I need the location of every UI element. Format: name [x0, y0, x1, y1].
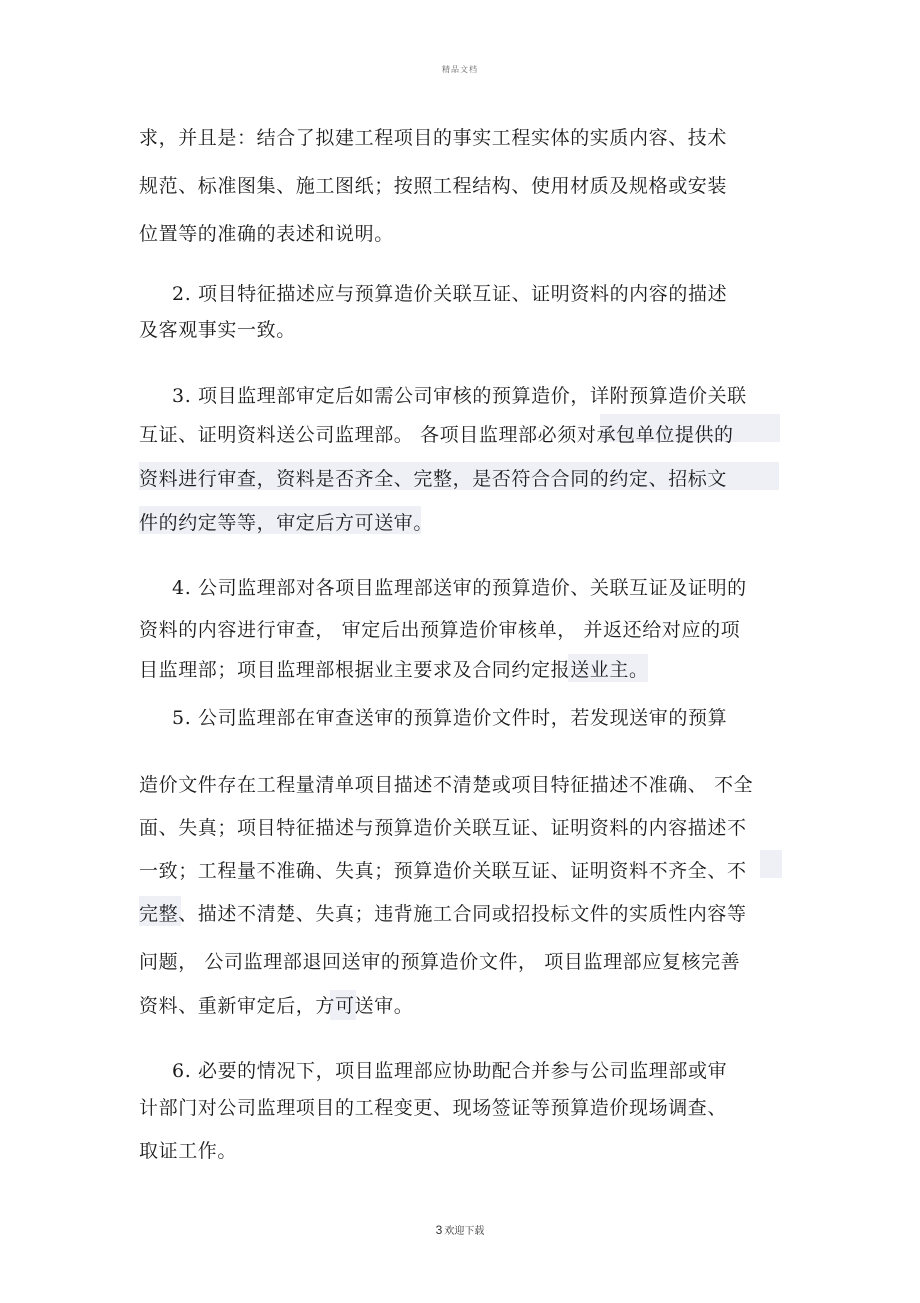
text-line: 5. 公司监理部在审查送审的预算造价文件时，若发现送审的预算 — [172, 707, 728, 729]
text-line: 计部门对公司监理项目的工程变更、现场签证等预算造价现场调查、 — [139, 1097, 728, 1119]
footer-text: 欢迎下载 — [444, 1226, 485, 1237]
text-line: 4. 公司监理部对各项目监理部送审的预算造价、关联互证及证明的 — [172, 577, 747, 599]
highlight-block — [760, 850, 782, 878]
text-line: 目监理部；项目监理部根据业主要求及合同约定报送业主。 — [139, 659, 649, 681]
page-number: 3 — [435, 1223, 443, 1237]
text-line: 资料的内容进行审查， 审定后出预算造价审核单， 并返还给对应的项 — [139, 619, 741, 641]
text-line: 3. 项目监理部审定后如需公司审核的预算造价，详附预算造价关联 — [172, 385, 747, 407]
text-line: 资料、重新审定后，方可送审。 — [139, 995, 414, 1017]
text-line: 面、失真；项目特征描述与预算造价关联互证、证明资料的内容描述不 — [139, 817, 747, 839]
text-line: 件的约定等等，审定后方可送审。 — [139, 512, 434, 534]
text-line: 位置等的准确的表述和说明。 — [139, 223, 394, 245]
text-line: 求，并且是：结合了拟建工程项目的事实工程实体的实质内容、技术 — [139, 127, 728, 149]
page-footer — [0, 1222, 920, 1237]
text-line: 取证工作。 — [139, 1140, 238, 1162]
text-line: 造价文件存在工程量清单项目描述不清楚或项目特征描述不准确、 不全 — [139, 774, 754, 796]
text-line: 问题， 公司监理部退回送审的预算造价文件， 项目监理部应复核完善 — [139, 951, 741, 973]
text-line: 及客观事实一致。 — [139, 319, 296, 341]
text-line: 一致；工程量不准确、失真；预算造价关联互证、证明资料不齐全、不 — [139, 860, 747, 882]
text-line: 完整、描述不清楚、失真；违背施工合同或招投标文件的实质性内容等 — [139, 903, 747, 925]
text-line: 6. 必要的情况下，项目监理部应协助配合并参与公司监理部或审 — [172, 1060, 728, 1082]
text-line: 互证、证明资料送公司监理部。 各项目监理部必须对承包单位提供的 — [139, 424, 734, 446]
text-line: 资料进行审查，资料是否齐全、完整，是否符合合同的约定、招标文 — [139, 468, 728, 490]
header-watermark: 精品文档 — [442, 65, 478, 74]
text-line: 规范、标准图集、施工图纸；按照工程结构、使用材质及规格或安装 — [139, 175, 728, 197]
text-line: 2. 项目特征描述应与预算造价关联互证、证明资料的内容的描述 — [172, 283, 728, 305]
